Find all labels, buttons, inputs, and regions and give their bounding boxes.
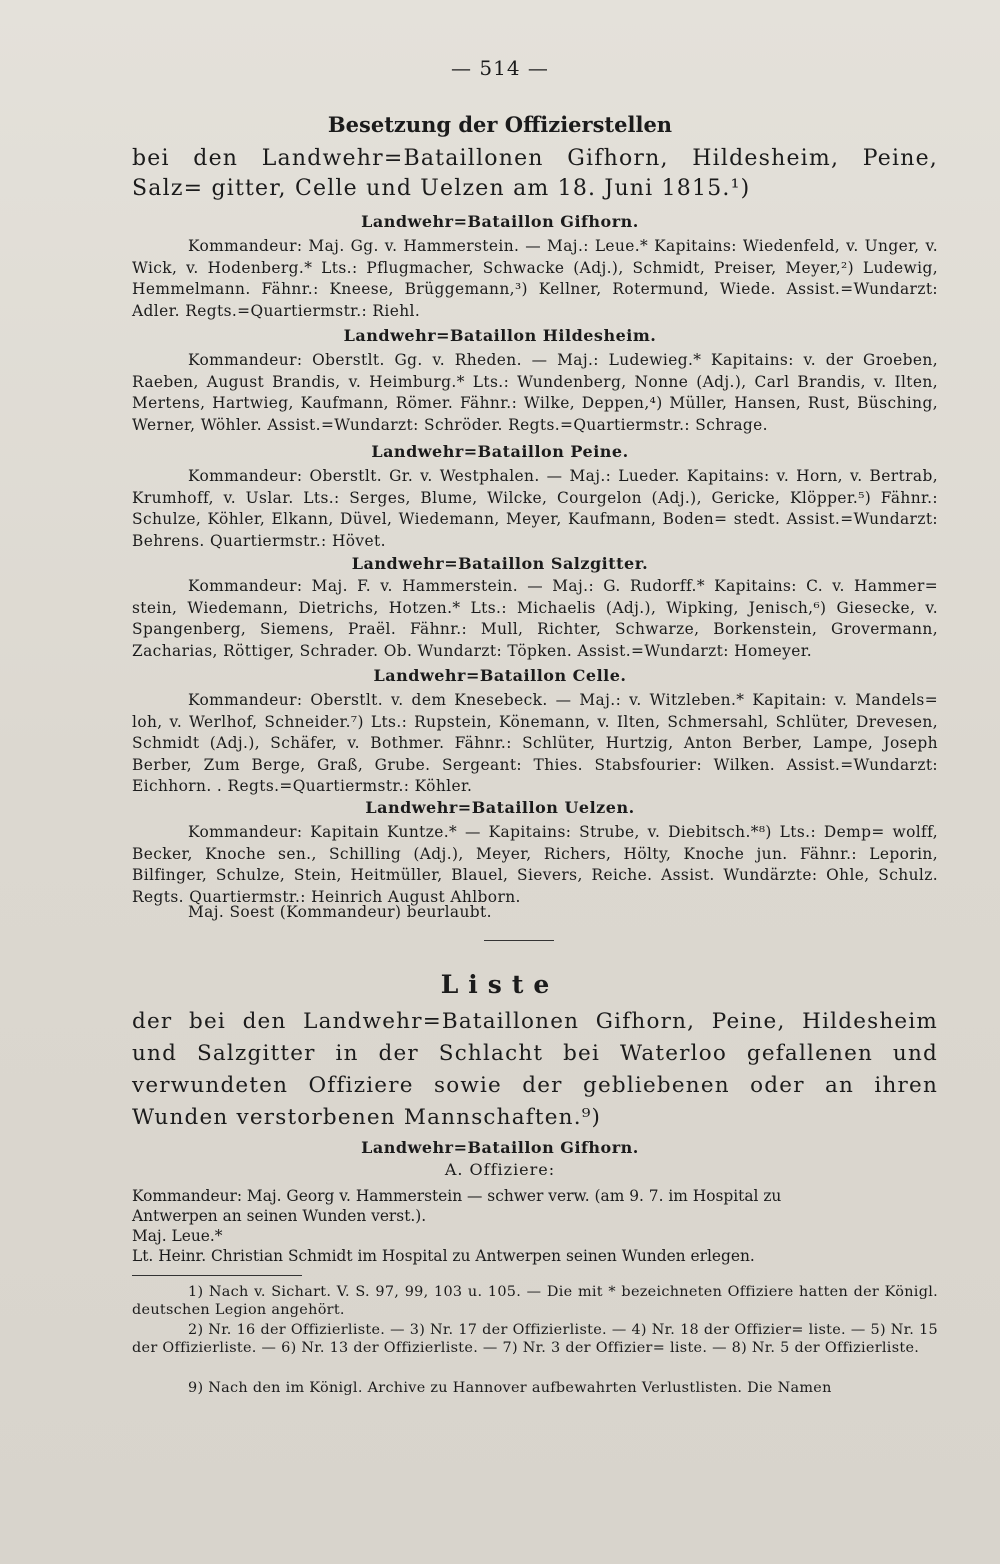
section-note: Maj. Soest (Kommandeur) beurlaubt.	[188, 903, 492, 921]
section-body: Kommandeur: Oberstlt. Gg. v. Rheden. — Maj.: Ludewieg.* Kapitains: v. der Groeben, Raeben, August Brandis, v. Heimburg.* Lts.: Wundenberg, Nonne (Adj.), Carl Brandis, v. Ilten, Mertens, Hartwieg, Kaufmann, Römer. Fähnr.: Wilke, Deppen,⁴) Müller, Hansen, Rust, Büsching, Werner, Wöhler. Assist.=Wundarzt: Schröder. Regts.=Quartiermstr.: Schrage.	[132, 351, 938, 434]
page-title: Besetzung der Offizierstellen	[327, 112, 673, 137]
section-heading-hildesheim: Landwehr=Bataillon Hildesheim.	[343, 326, 657, 345]
section-text-hildesheim	[132, 350, 938, 436]
footnote-2	[132, 1322, 938, 1357]
footnote-text: 1) Nach v. Sichart. V. S. 97, 99, 103 u. 105. — Die mit * bezeichneten Offiziere hatten der Königl. deutschen Legion angehört.	[132, 1284, 938, 1318]
section-text-celle	[132, 690, 938, 798]
footnote-text: 2) Nr. 16 der Offizierliste. — 3) Nr. 17 der Offizierliste. — 4) Nr. 18 der Offizier= liste. — 5) Nr. 15 der Offizierliste. — 6) Nr. 13 der Offizierliste. — 7) Nr. 3 der Offizier= liste. — 8) Nr. 5 der Offizierliste.	[132, 1322, 938, 1356]
footnote-text: 9) Nach den im Königl. Archive zu Hannover aufbewahrten Verlustlisten. Die Namen	[188, 1380, 832, 1396]
footnote-1	[132, 1284, 938, 1319]
liste-title: Liste	[440, 970, 560, 999]
section-body: Kommandeur: Oberstlt. Gr. v. Westphalen. — Maj.: Lueder. Kapitains: v. Horn, v. Bertrab, Krumhoff, v. Uslar. Lts.: Serges, Blume, Wilcke, Courgelon (Adj.), Gericke, Klöpper.⁵) Fähnr.: Schulze, Köhler, Elkann, Düvel, Wiedemann, Meyer, Kaufmann, Boden= stedt. Assist.=Wundarzt: Behrens. Quartiermstr.: Hövet.	[132, 467, 938, 550]
section-text-gifhorn	[132, 236, 938, 322]
section-body: Kommandeur: Maj. F. v. Hammerstein. — Maj.: G. Rudorff.* Kapitains: C. v. Hammer= stein, Wiedemann, Dietrichs, Hotzen.* Lts.: Michaelis (Adj.), Wipking, Jenisch,⁶) Giesecke, v. Spangenberg, Siemens, Praël. Fähnr.: Mull, Richter, Schwarze, Borkenstein, Grovermann, Zacharias, Röttiger, Schrader. Ob. Wundarzt: Töpken. Assist.=Wundarzt: Homeyer.	[132, 577, 938, 660]
section-heading-celle: Landwehr=Bataillon Celle.	[373, 666, 627, 685]
liste-battalion-heading: Landwehr=Bataillon Gifhorn.	[361, 1138, 639, 1157]
section-heading-salzgitter: Landwehr=Bataillon Salzgitter.	[351, 554, 649, 573]
liste-line: Kommandeur: Maj. Georg v. Hammerstein — schwer verw. (am 9. 7. im Hospital zu	[132, 1187, 782, 1205]
liste-line: Antwerpen an seinen Wunden verst.).	[132, 1207, 427, 1225]
section-heading-gifhorn: Landwehr=Bataillon Gifhorn.	[361, 212, 639, 231]
section-heading-uelzen: Landwehr=Bataillon Uelzen.	[365, 798, 635, 817]
liste-subtitle: der bei den Landwehr=Bataillonen Gifhorn, Peine, Hildesheim und Salzgitter in der Schlacht bei Waterloo gefallenen und verwundeten Offiziere sowie der gebliebenen oder an ihren Wunden verstorbenen Mannschaften.⁹)	[132, 1009, 938, 1130]
section-text-peine	[132, 466, 938, 552]
section-note-uelzen	[132, 902, 938, 924]
footnote-rule	[132, 1275, 302, 1276]
section-body: Kommandeur: Maj. Gg. v. Hammerstein. — Maj.: Leue.* Kapitains: Wiedenfeld, v. Unger, v. Wick, v. Hodenberg.* Lts.: Pflugmacher, Schwacke (Adj.), Schmidt, Preiser, Meyer,²) Ludewig, Hemmelmann. Fähnr.: Kneese, Brüggemann,³) Kellner, Rotermund, Wiede. Assist.=Wundarzt: Adler. Regts.=Quartiermstr.: Riehl.	[132, 237, 938, 320]
section-text-salzgitter	[132, 576, 938, 662]
page-subtitle: bei den Landwehr=Bataillonen Gifhorn, Hildesheim, Peine, Salz= gitter, Celle und Uelzen am 18. Juni 1815.¹)	[132, 146, 938, 201]
section-body: Kommandeur: Oberstlt. v. dem Knesebeck. — Maj.: v. Witzleben.* Kapitain: v. Mandels= loh, v. Werlhof, Schneider.⁷) Lts.: Rupstein, Könemann, v. Ilten, Schmersahl, Schlüter, Drevesen, Schmidt (Adj.), Schäfer, v. Bothmer. Fähnr.: Schlüter, Hurtzig, Anton Berber, Lampe, Joseph Berber, Zum Berge, Graß, Grube. Sergeant: Thies. Stabsfourier: Wilken. Assist.=Wundarzt: Eichhorn. . Regts.=Quartiermstr.: Köhler.	[132, 691, 938, 796]
liste-category: A. Offiziere:	[444, 1160, 556, 1179]
footnote-9	[132, 1380, 938, 1398]
liste-line: Maj. Leue.*	[132, 1227, 223, 1245]
liste-line: Lt. Heinr. Christian Schmidt im Hospital zu Antwerpen seinen Wunden erlegen.	[132, 1247, 755, 1265]
section-body: Kommandeur: Kapitain Kuntze.* — Kapitains: Strube, v. Diebitsch.*⁸) Lts.: Demp= wolff, Becker, Knoche sen., Schilling (Adj.), Meyer, Richers, Hölty, Knoche jun. Fähnr.: Leporin, Bilfinger, Schulze, Stein, Heitmüller, Blauel, Sievers, Reiche. Assist. Wundärzte: Ohle, Schulz. Regts. Quartiermstr.: Heinrich August Ahlborn.	[132, 823, 938, 906]
section-heading-peine: Landwehr=Bataillon Peine.	[371, 442, 629, 461]
section-text-uelzen	[132, 822, 938, 908]
section-divider	[484, 940, 554, 941]
page-number: — 514 —	[451, 56, 549, 80]
